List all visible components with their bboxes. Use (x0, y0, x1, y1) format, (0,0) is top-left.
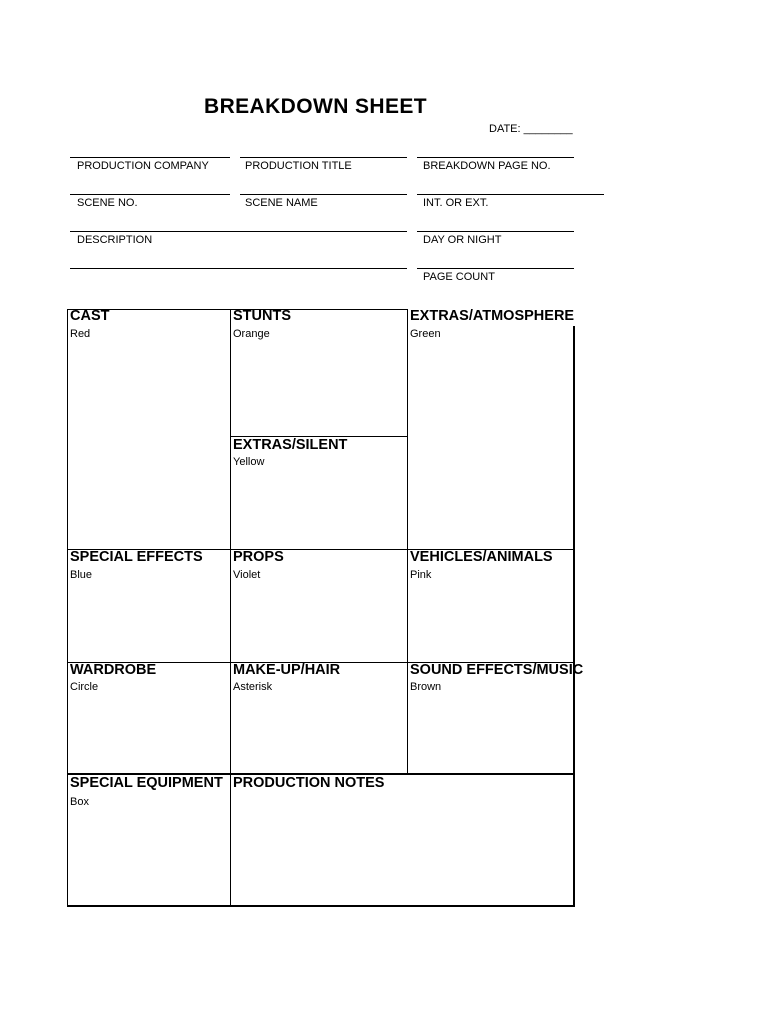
makeup-hair-heading: MAKE-UP/HAIR (233, 662, 341, 678)
grid-bottom-border (67, 905, 575, 907)
scene-name-label: SCENE NAME (245, 197, 318, 209)
page-count-label: PAGE COUNT (423, 271, 495, 283)
scene-no-label: SCENE NO. (77, 197, 138, 209)
grid-left-border (67, 309, 68, 907)
special-effects-heading: SPECIAL EFFECTS (70, 549, 203, 565)
production-title-line[interactable] (240, 157, 407, 158)
page-title: BREAKDOWN SHEET (204, 95, 428, 118)
vehicles-animals-color: Pink (410, 569, 432, 581)
day-or-night-label: DAY OR NIGHT (423, 234, 502, 246)
int-or-ext-line[interactable] (417, 194, 604, 195)
special-equipment-heading: SPECIAL EQUIPMENT (70, 775, 223, 791)
cast-color: Red (70, 328, 91, 340)
sound-effects-music-heading: SOUND EFFECTS/MUSIC (410, 662, 584, 678)
description-label: DESCRIPTION (77, 234, 153, 246)
extras-atmosphere-heading: EXTRAS/ATMOSPHERE (410, 308, 575, 324)
production-title-label: PRODUCTION TITLE (245, 160, 352, 172)
makeup-hair-marker: Asterisk (233, 681, 273, 693)
extras-silent-heading: EXTRAS/SILENT (233, 437, 348, 453)
wardrobe-marker: Circle (70, 681, 99, 693)
day-or-night-line[interactable] (417, 231, 574, 232)
props-heading: PROPS (233, 549, 284, 565)
stunts-heading: STUNTS (233, 308, 291, 324)
breakdown-page-no-label: BREAKDOWN PAGE NO. (423, 160, 551, 172)
wardrobe-heading: WARDROBE (70, 662, 157, 678)
props-color: Violet (233, 569, 261, 581)
extras-atmosphere-color: Green (410, 328, 441, 340)
grid-col-divider-2 (407, 309, 408, 774)
date-field[interactable]: DATE: ________ (489, 123, 573, 135)
page-count-line[interactable] (417, 268, 574, 269)
sound-effects-music-color: Brown (410, 681, 442, 693)
special-effects-color: Blue (70, 569, 93, 581)
cast-heading: CAST (70, 308, 110, 324)
production-company-line[interactable] (70, 157, 230, 158)
production-notes-heading: PRODUCTION NOTES (233, 775, 385, 791)
production-company-label: PRODUCTION COMPANY (77, 160, 209, 172)
scene-name-line[interactable] (240, 194, 407, 195)
description-line-2[interactable] (70, 268, 407, 269)
breakdown-page-no-line[interactable] (417, 157, 574, 158)
extras-silent-color: Yellow (233, 456, 265, 468)
grid-col-divider-1 (230, 309, 231, 907)
int-or-ext-label: INT. OR EXT. (423, 197, 489, 209)
vehicles-animals-heading: VEHICLES/ANIMALS (410, 549, 553, 565)
description-line[interactable] (70, 231, 407, 232)
scene-no-line[interactable] (70, 194, 230, 195)
breakdown-grid (67, 308, 584, 907)
stunts-color: Orange (233, 328, 270, 340)
grid-right-border (573, 326, 575, 907)
special-equipment-marker: Box (70, 796, 89, 808)
